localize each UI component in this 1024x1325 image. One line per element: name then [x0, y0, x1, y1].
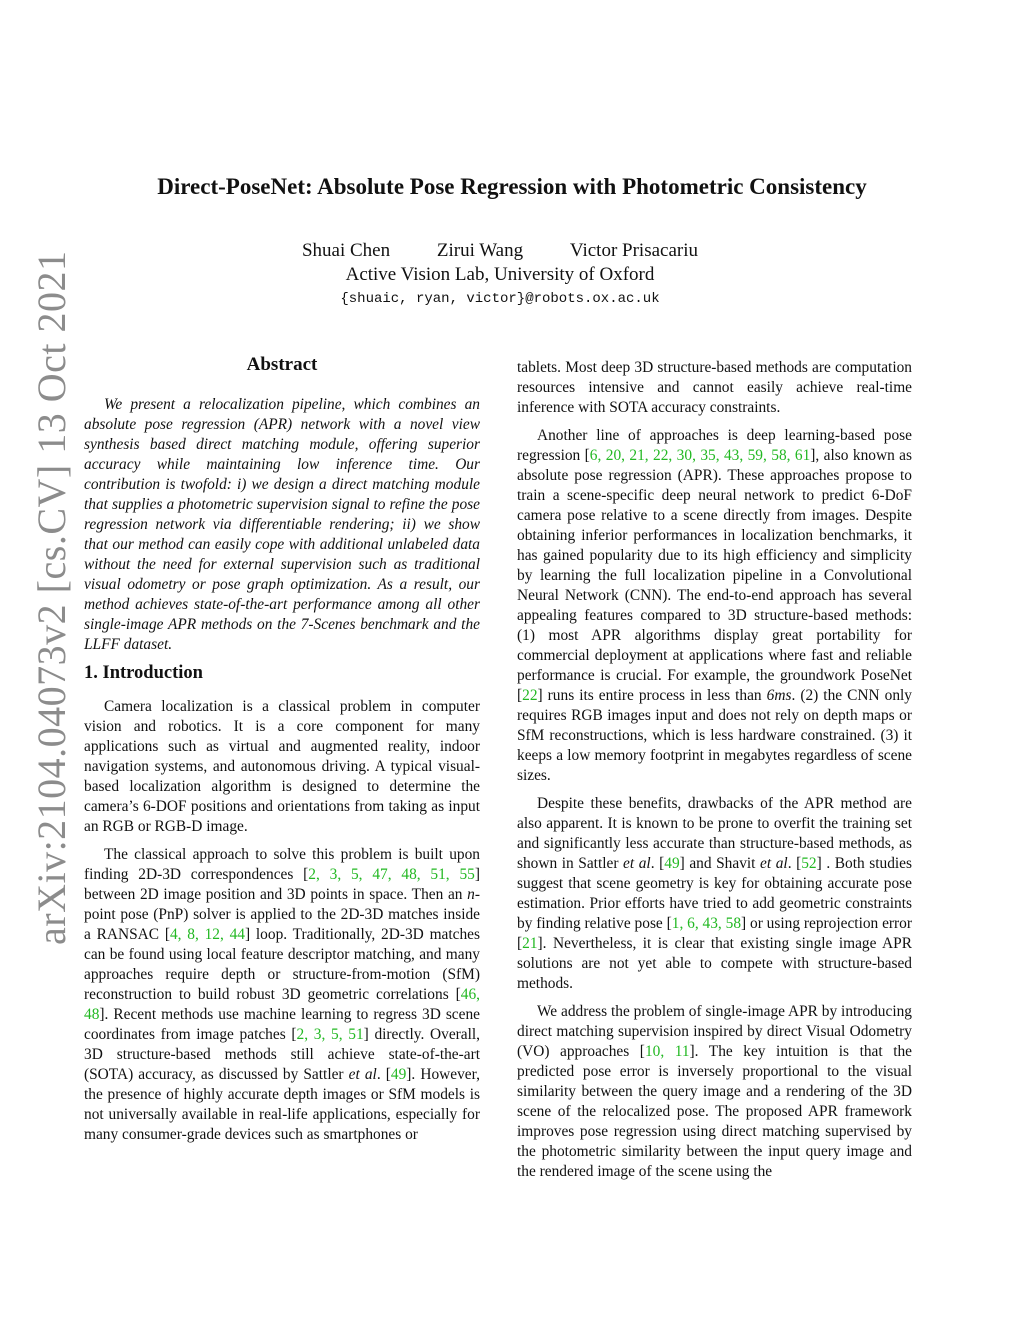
author-list [0, 240, 1000, 262]
affiliation: Active Vision Lab, University of Oxford [345, 264, 655, 285]
citation-link[interactable]: 49 [390, 1066, 407, 1083]
intro-paragraph-2: The classical approach to solve this problem is built upon finding 2D-3D correspondences [2, 3, 5, 47, 48, 51, 55] between 2D image position and 3D points in space. Then an n-point pose (PnP) solver is applied to the 2D-3D matches inside a RANSAC [4, 8, 12, 44] loop. Traditionally, 2D-3D matches can be found using local feature descriptor matching, and many approaches require depth or structure-from-motion (SfM) reconstruction to build robust 3D geometric correlations [46, 48]. Recent methods use machine learning to regress 3D scene coordinates from image patches [2, 3, 5, 51] directly. Overall, 3D structure-based methods still achieve state-of-the-art (SOTA) accuracy, as discussed by Sattler et al. [49]. However, the presence of highly accurate depth images or SfM models is not universally available in real-life applications, especially for many consumer-grade devices such as smartphones or [84, 846, 481, 1143]
citation-link[interactable]: 10, 11 [644, 1043, 690, 1060]
right-column [517, 358, 912, 1190]
paragraph-approach: We address the problem of single-image APR by introducing direct matching supervision inspired by direct Visual Odometry (VO) approaches [10, 11]. The key intuition is that the predicted pose error is inversely proportional to the visual similarity between the query image and a rendering of the 3D scene of the relocalized pose. The proposed APR framework improves pose regression using direct matching supervised by the photometric similarity between the input query image and the rendered image of the scene using the [517, 1003, 912, 1180]
author-name: Zirui Wang [436, 240, 524, 261]
left-column [84, 355, 480, 1153]
intro-paragraph-1: Camera localization is a classical problem in computer vision and robotics. It is a core component for many applications such as virtual and augmented reality, indoor navigation systems, and autonomous driving. A typical visual-based localization algorithm is designed to determine the camera’s 6-DOF positions and orientations from taking as input an RGB or RGB-D image. [84, 698, 480, 835]
author-emails: {shuaic, ryan, victor}@robots.ox.ac.uk [340, 291, 660, 307]
paper-title: Direct-PoseNet: Absolute Pose Regression with Photometric Consistency [157, 174, 867, 199]
citation-link[interactable]: 21 [522, 935, 538, 952]
citation-link[interactable]: 4, 8, 12, 44 [169, 926, 245, 943]
citation-link[interactable]: 52 [801, 855, 817, 872]
citation-link[interactable]: 6, 20, 21, 22, 30, 35, 43, 59, 58, 61 [589, 447, 811, 464]
citation-link[interactable]: 1, 6, 43, 58 [671, 915, 742, 932]
citation-link[interactable]: 46, 48 [84, 986, 480, 1023]
abstract-heading: Abstract [246, 354, 318, 375]
citation-link[interactable]: 22 [522, 687, 538, 704]
citation-link[interactable]: 2, 3, 5, 51 [296, 1026, 364, 1043]
paragraph-apr: Another line of approaches is deep learning-based pose regression [6, 20, 21, 22, 30, 35, 43, 59, 58, 61], also known as absolute pose regression (APR). These approaches propose to train a scene-specific deep neural network to predict 6-DoF camera pose relative to a scene directly from images. Despite obtaining inferior performances in localization benchmarks, it has gained popularity due to its high efficiency and simplicity by learning the full localization pipeline in a Convolutional Neural Network (CNN). The end-to-end approach has several appealing features compared to 3D structure-based methods: (1) most APR algorithms display great portability for commercial deployment at applications where fast and reliable performance is crucial. For example, the groundwork PoseNet [22] runs its entire process in less than 6ms. (2) the CNN only requires RGB images input and does not rely on depth maps or SfM reconstructions, which is less hardware constrained. (3) it keeps a low memory footprint in megabytes regardless of scene sizes. [517, 427, 912, 784]
citation-link[interactable]: 2, 3, 5, 47, 48, 51, 55 [308, 866, 475, 883]
author-name: Shuai Chen [301, 240, 391, 261]
author-name: Victor Prisacariu [569, 240, 698, 261]
paragraph-continued: tablets. Most deep 3D structure-based methods are computation resources intensive and cannot easily achieve real-time inference with SOTA accuracy constraints. [517, 359, 912, 416]
paragraph-drawbacks: Despite these benefits, drawbacks of the APR method are also apparent. It is known to be prone to overfit the training set and significantly less accurate than structure-based methods, as shown in Sattler et al. [49] and Shavit et al. [52] . Both studies suggest that scene geometry is key for obtaining accurate pose estimation. Prior efforts have tried to add geometric constraints by finding relative pose [1, 6, 43, 58] or using reprojection error [21]. Nevertheless, it is clear that existing single image APR solutions are not yet able to compete with structure-based methods. [517, 795, 912, 992]
section-heading-introduction: 1. Introduction [84, 663, 203, 683]
citation-link[interactable]: 49 [664, 855, 680, 872]
abstract-text: We present a relocalization pipeline, which combines an absolute pose regression (APR) network with a novel view synthesis based direct matching module, offering superior accuracy while maintaining low inference time. Our contribution is twofold: i) we design a direct matching module that supplies a photometric supervision signal to refine the pose regression network via differentiable rendering; ii) we show that our method can easily cope with additional unlabeled data without the need for external supervision such as traditional visual odometry or pose graph optimization. As a result, our method achieves state-of-the-art performance among all other single-image APR methods on the 7-Scenes benchmark and the LLFF dataset. [84, 396, 480, 653]
arxiv-identifier: arXiv:2104.04073v2 [cs.CV] 13 Oct 2021 [29, 250, 74, 945]
